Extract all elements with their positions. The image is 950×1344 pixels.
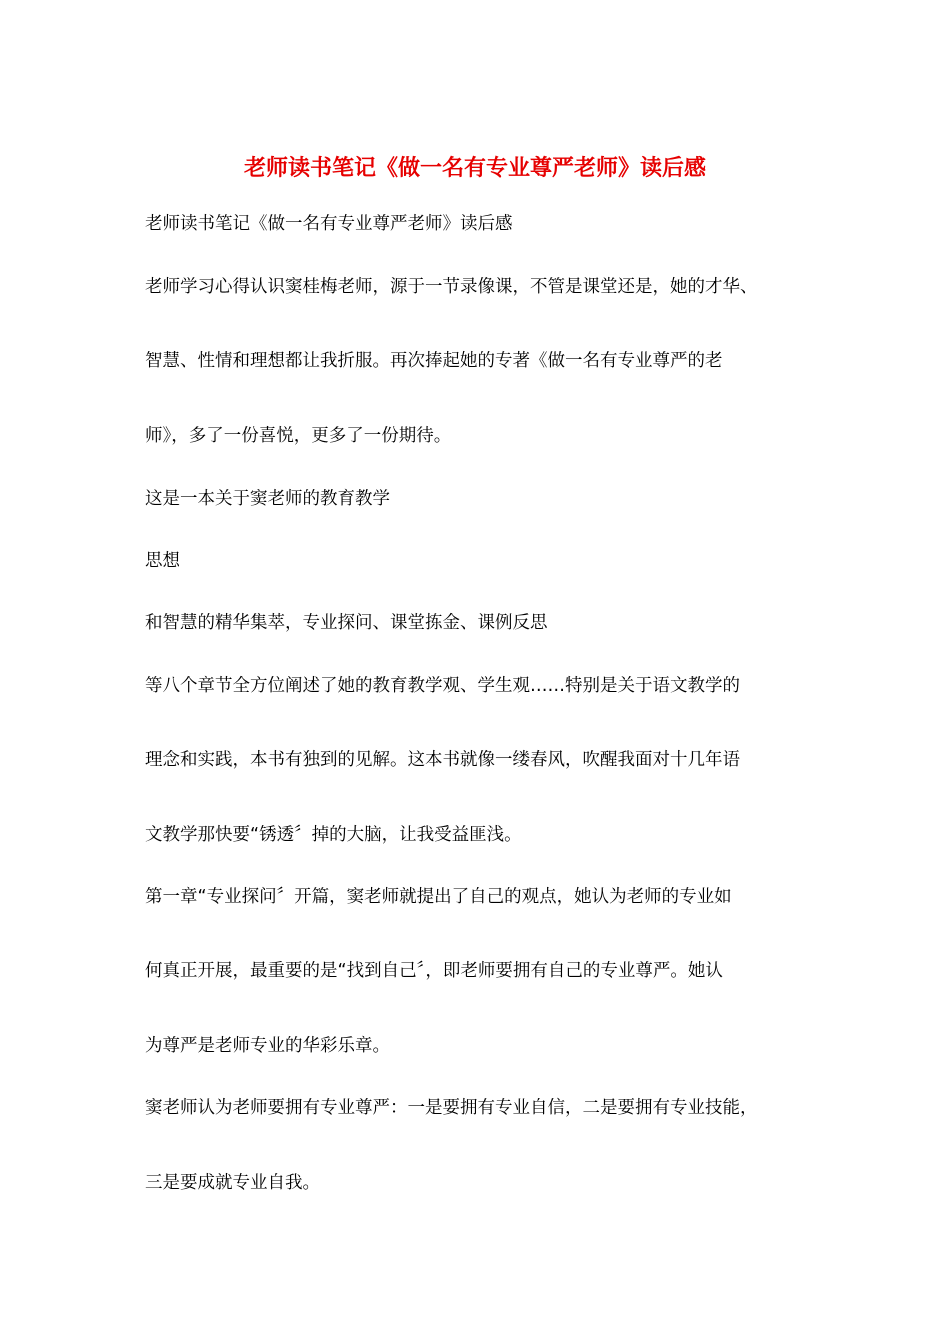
text-line: 师》，多了一份喜悦，更多了一份期待。 [145,426,452,446]
document-title: 老师读书笔记《做一名有专业尊严老师》读后感 [243,155,706,181]
text-line: 窦老师认为老师要拥有专业尊严：一是要拥有专业自信，二是要拥有专业技能， [145,1098,758,1118]
text-line: 老师学习心得认识窦桂梅老师，源于一节录像课，不管是课堂还是，她的才华、 [145,277,758,297]
text-line: 老师读书笔记《做一名有专业尊严老师》读后感 [145,214,513,234]
text-line: 思想 [145,551,180,571]
text-line: 和智慧的精华集萃，专业探问、课堂拣金、课例反思 [145,613,548,633]
text-line: 为尊严是老师专业的华彩乐章。 [145,1036,390,1056]
text-line: 这是一本关于窦老师的教育教学 [145,489,390,509]
text-line: 何真正开展，最重要的是“找到自己〞，即老师要拥有自己的专业尊严。她认 [145,961,723,981]
text-line: 理念和实践，本书有独到的见解。这本书就像一缕春风，吹醒我面对十几年语 [145,750,740,770]
text-line: 等八个章节全方位阐述了她的教育教学观、学生观……特别是关于语文教学的 [145,676,740,696]
text-line: 文教学那快要“锈透〞掉的大脑，让我受益匪浅。 [145,825,522,845]
text-line: 智慧、性情和理想都让我折服。再次捧起她的专著《做一名有专业尊严的老 [145,351,723,371]
text-line: 第一章“专业探问〞开篇，窦老师就提出了自己的观点，她认为老师的专业如 [145,887,732,907]
text-line: 三是要成就专业自我。 [145,1173,320,1193]
